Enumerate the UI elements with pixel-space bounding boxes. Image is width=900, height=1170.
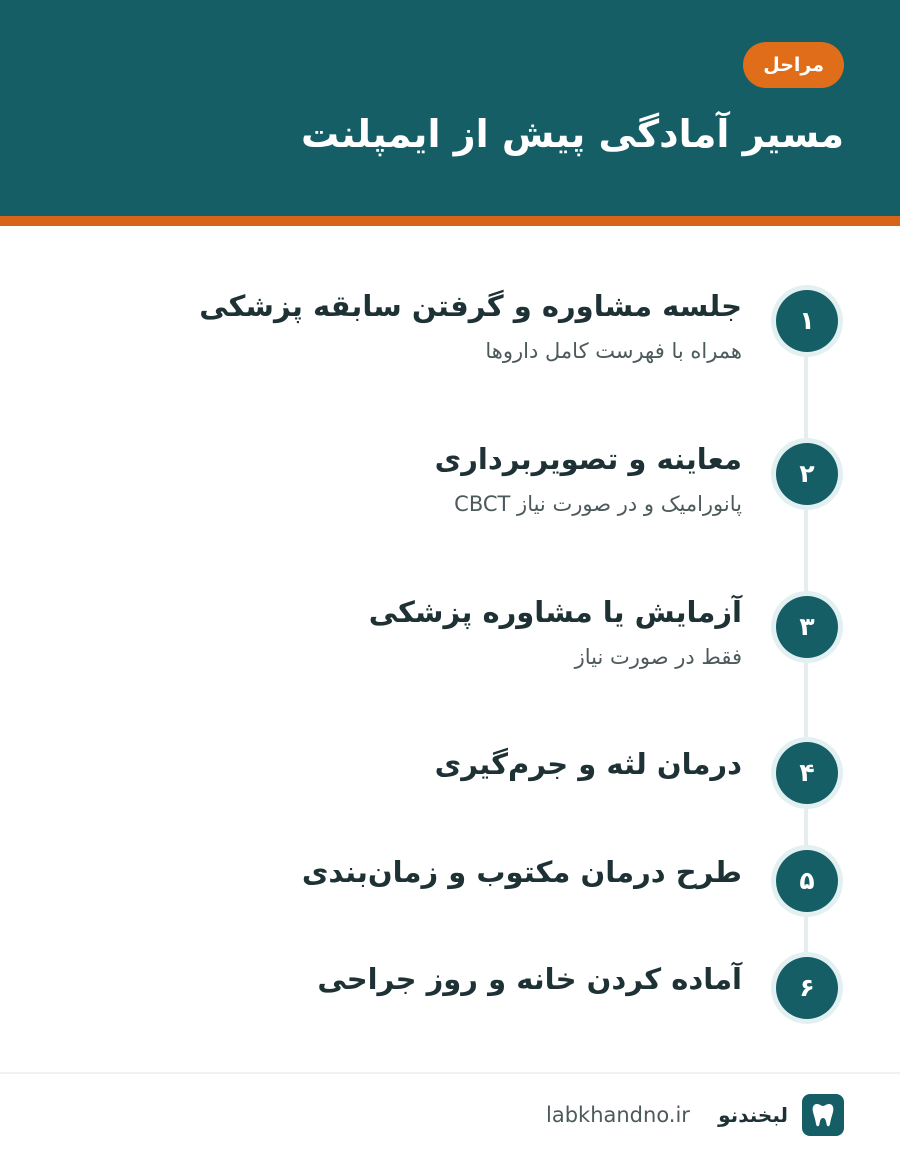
step-title: آزمایش یا مشاوره پزشکی [368, 595, 742, 629]
step-item [0, 590, 900, 710]
step-title: آماده کردن خانه و روز جراحی [317, 962, 742, 996]
step-description: همراه با فهرست کامل داروها [485, 339, 742, 363]
page-title: مسیر آمادگی پیش از ایمپلنت [300, 112, 844, 156]
site-url[interactable]: labkhandno.ir [546, 1103, 690, 1127]
step-number: ۳ [776, 596, 838, 658]
step-number: ۴ [776, 742, 838, 804]
step-description: فقط در صورت نیاز [574, 645, 742, 669]
step-item [0, 742, 900, 862]
step-item [0, 850, 900, 970]
tooth-icon [802, 1094, 844, 1136]
step-item [0, 957, 900, 1077]
step-item [0, 437, 900, 557]
step-title: جلسه مشاوره و گرفتن سابقه پزشکی [199, 289, 742, 323]
step-number: ۶ [776, 957, 838, 1019]
step-description: پانورامیک و در صورت نیاز CBCT [454, 492, 742, 516]
footer-divider [0, 1072, 900, 1074]
step-number: ۵ [776, 850, 838, 912]
section-badge: مراحل [743, 42, 844, 88]
step-number: ۲ [776, 443, 838, 505]
brand-name: لبخندنو [718, 1103, 788, 1127]
step-title: معاینه و تصویربرداری [434, 442, 742, 476]
step-item [0, 284, 900, 404]
step-title: طرح درمان مکتوب و زمان‌بندی [301, 855, 742, 889]
step-title: درمان لثه و جرم‌گیری [434, 747, 742, 781]
step-number: ۱ [776, 290, 838, 352]
